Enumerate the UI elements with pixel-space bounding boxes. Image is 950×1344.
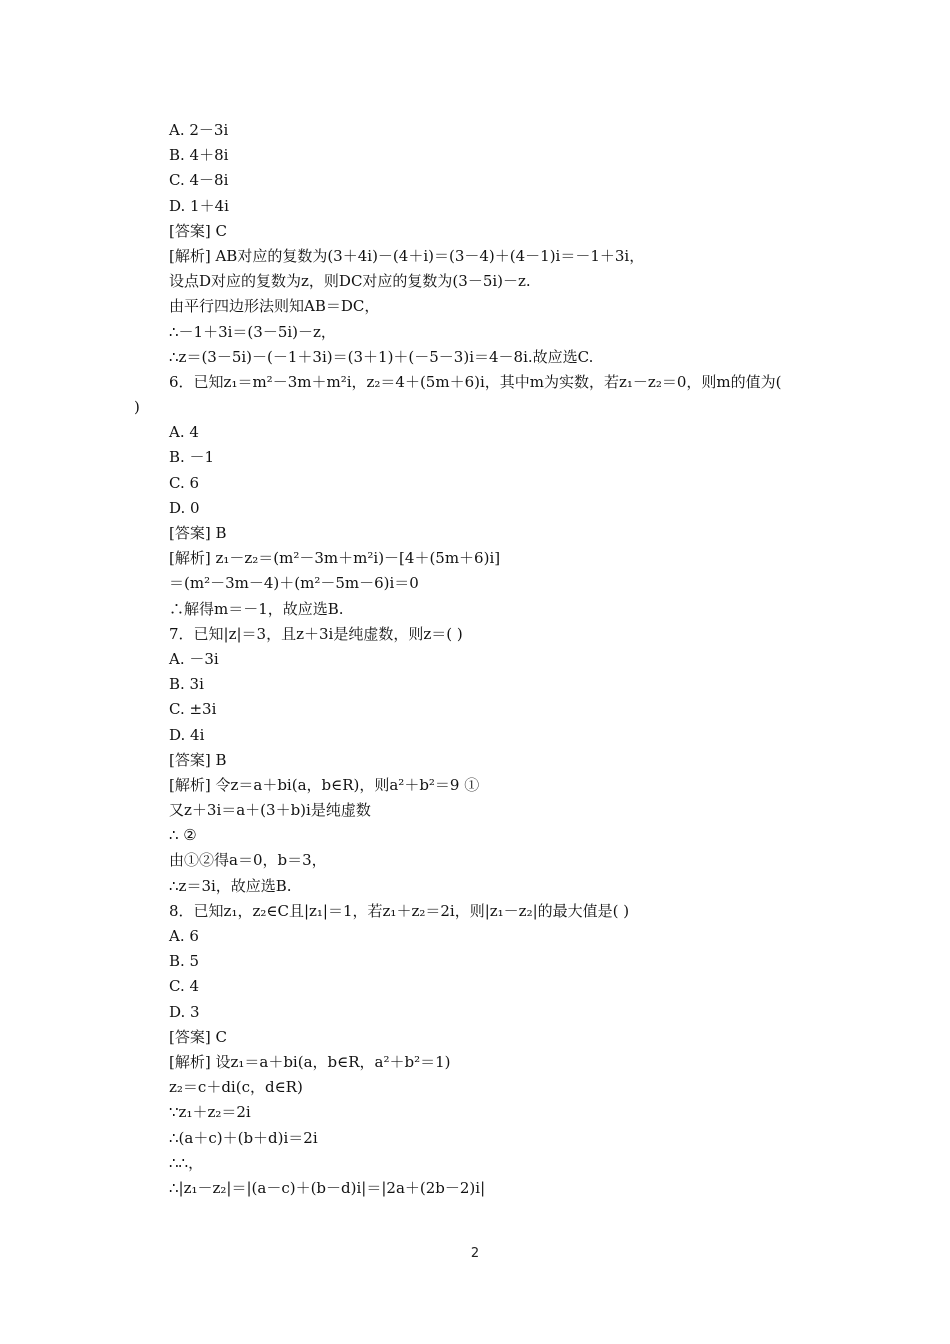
page-number: 2 <box>470 1246 480 1261</box>
question-8-stem: 8．已知z₁，z₂∈C且|z₁|＝1，若z₁＋z₂＝2i，则|z₁－z₂|的最大值是( ) <box>169 901 630 920</box>
option-c-q5: C. 4－8i <box>169 171 229 190</box>
option-b-q6: B. －1 <box>169 448 215 467</box>
document-body <box>134 118 824 1201</box>
analysis-q5-line-2: 设点D对应的复数为z，则DC对应的复数为(3－5i)－z. <box>169 272 531 291</box>
analysis-q8-line-6: ∴|z₁－z₂|＝|(a－c)＋(b－d)i|＝|2a＋(2b－2)i| <box>169 1178 486 1197</box>
analysis-q8-line-3: ∵z₁＋z₂＝2i <box>169 1103 251 1122</box>
option-b-q7: B. 3i <box>169 675 204 694</box>
analysis-q7-line-1: [解析] 令z＝a＋bi(a，b∈R)，则a²＋b²＝9 ① <box>169 775 480 794</box>
answer-q5: [答案] C <box>169 221 227 240</box>
option-d-q8: D. 3 <box>169 1002 200 1021</box>
answer-q6: [答案] B <box>169 524 227 542</box>
analysis-q8-line-4: ∴(a＋c)＋(b＋d)i＝2i <box>169 1128 318 1147</box>
option-c-q7: C. ±3i <box>169 700 217 719</box>
question-7-stem: 7．已知|z|＝3，且z＋3i是纯虚数，则z＝( ) <box>169 624 463 643</box>
analysis-q6-line-2: ＝(m²－3m－4)＋(m²－5m－6)i＝0 <box>169 574 419 593</box>
option-a-q5: A. 2－3i <box>169 121 229 139</box>
answer-q7: [答案] B <box>169 750 227 769</box>
analysis-q8-line-2: z₂＝c＋di(c，d∈R) <box>169 1078 303 1097</box>
option-d-q5: D. 1＋4i <box>169 196 229 215</box>
option-a-q8: A. 6 <box>169 927 199 945</box>
option-c-q8: C. 4 <box>169 977 200 996</box>
option-a-q6: A. 4 <box>169 423 199 442</box>
analysis-q5-line-4: ∴－1＋3i＝(3－5i)－z， <box>169 322 336 341</box>
option-d-q7: D. 4i <box>169 725 205 744</box>
analysis-q6-line-3: ∴解得m＝－1，故应选B. <box>169 599 344 618</box>
analysis-q7-line-5: ∴z＝3i，故应选B. <box>169 876 292 895</box>
question-6-stem: 6．已知z₁＝m²－3m＋m²i，z₂＝4＋(5m＋6)i，其中m为实数，若z₁－z₂＝0，则m的值为( <box>169 372 782 391</box>
option-b-q8: B. 5 <box>169 952 200 971</box>
question-6-stem-wrap: ) <box>134 398 140 417</box>
analysis-q7-line-4: 由①②得a＝0，b＝3， <box>169 851 327 870</box>
analysis-q7-line-2: 又z＋3i＝a＋(3＋b)i是纯虚数 <box>169 801 371 820</box>
analysis-q7-line-3: ∴ ② <box>169 826 197 845</box>
option-a-q7: A. －3i <box>169 649 219 668</box>
option-b-q5: B. 4＋8i <box>169 146 229 165</box>
option-d-q6: D. 0 <box>169 498 200 517</box>
analysis-q8-line-1: [解析] 设z₁＝a＋bi(a，b∈R，a²＋b²＝1) <box>169 1052 451 1071</box>
answer-q8: [答案] C <box>169 1027 227 1046</box>
analysis-q6-line-1: [解析] z₁－z₂＝(m²－3m＋m²i)－[4＋(5m＋6)i] <box>169 549 501 568</box>
option-c-q6: C. 6 <box>169 473 200 492</box>
analysis-q5-line-3: 由平行四边形法则知AB＝DC， <box>169 297 380 316</box>
analysis-q5-line-1: [解析] AB对应的复数为(3＋4i)－(4＋i)＝(3－4)＋(4－1)i＝－1＋3i， <box>169 246 645 265</box>
analysis-q8-line-5: ∴∴， <box>169 1153 204 1172</box>
analysis-q5-line-5: ∴z＝(3－5i)－(－1＋3i)＝(3＋1)＋(－5－3)i＝4－8i.故应选C. <box>169 347 594 366</box>
